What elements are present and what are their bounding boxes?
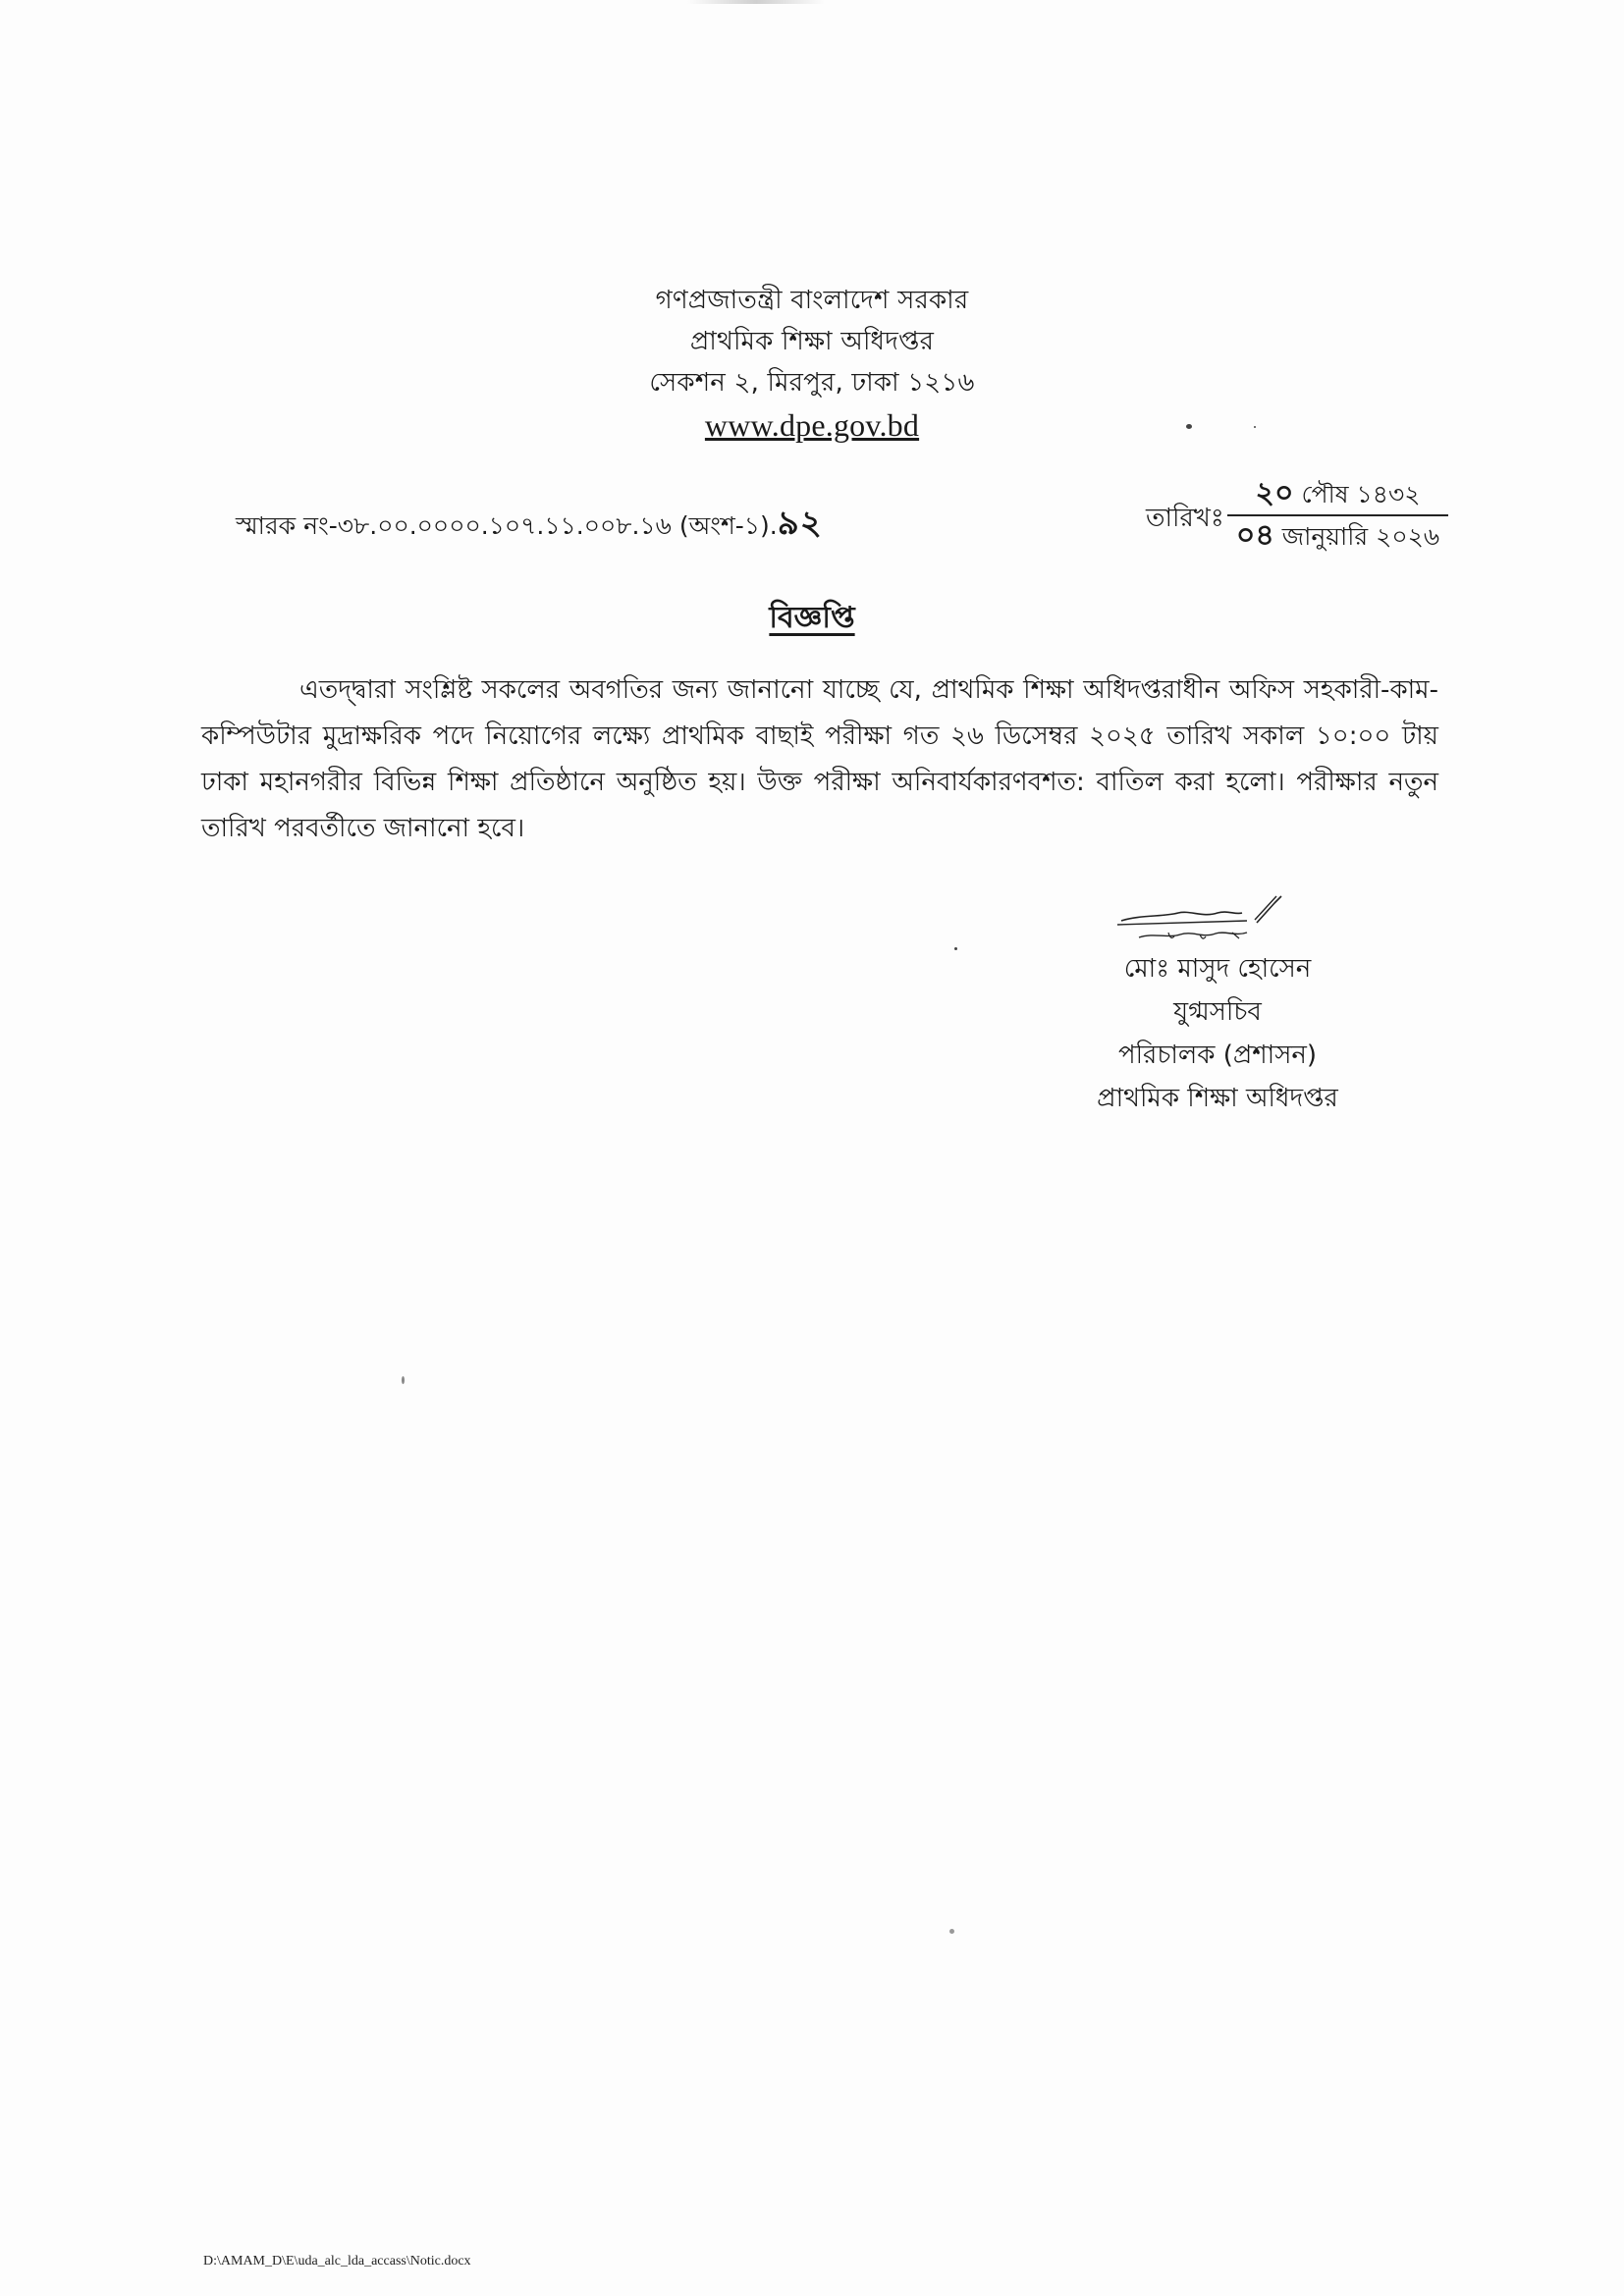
government-name: গণপ্রজাতন্ত্রী বাংলাদেশ সরকার: [655, 286, 969, 315]
notice-body: এতদ্দ্বারা সংশ্লিষ্ট সকলের অবগতির জন্য জানানো যাচ্ছে যে, প্রাথমিক শিক্ষা অধিদপ্তরাধীন অফিস সহকারী-কাম-কম্পিউটার মুদ্রাক্ষরিক পদে নিয়োগের লক্ষ্যে প্রাথমিক বাছাই পরীক্ষা গত ২৬ ডিসেম্বর ২০২৫ তারিখ সকাল ১০:০০ টায় ঢাকা মহানগরীর বিভিন্ন শিক্ষা প্রতিষ্ঠানে অনুষ্ঠিত হয়। উক্ত পরীক্ষা অনিবার্যকারণবশত: বাতিল করা হলো। পরীক্ষার নতুন তারিখ পরবর্তীতে জানানো হবে।: [201, 675, 1438, 843]
bangla-date-day: ২০: [1255, 476, 1294, 510]
english-date-day: ০৪: [1235, 518, 1274, 553]
signature-block: [1041, 947, 1394, 1120]
scan-speck: [954, 947, 957, 950]
scan-speck: [1254, 426, 1256, 428]
department-name: প্রাথমিক শিক্ষা অধিদপ্তর: [689, 327, 935, 356]
letterhead: [0, 280, 1624, 447]
memo-number-text: স্মারক নং-৩৮.০০.০০০০.১০৭.১১.০০৮.১৬ (অংশ-১).: [236, 511, 778, 540]
signatory-designation: যুগ্মসচিব: [1173, 997, 1262, 1027]
signatory-office: প্রাথমিক শিক্ষা অধিদপ্তর: [1097, 1084, 1338, 1113]
date-block: [1227, 476, 1448, 555]
memo-number: [236, 498, 823, 554]
scan-speck: [1186, 424, 1192, 429]
signatory-role: পরিচালক (প্রশাসন): [1117, 1041, 1318, 1070]
notice-title-text: বিজ্ঞপ্তি: [769, 601, 855, 635]
footer-file-path: D:\AMAM_D\E\uda_alc_lda_accass\Notic.docx: [203, 2254, 471, 2269]
english-date-month-year: জানুয়ারি ২০২৬: [1281, 522, 1440, 551]
notice-title: [0, 594, 1624, 644]
bangla-date: [1227, 476, 1448, 516]
scan-speck: [949, 1929, 954, 1934]
signatory-name: মোঃ মাসুদ হোসেন: [1123, 954, 1312, 984]
department-address: সেকশন ২, মিরপুর, ঢাকা ১২১৬: [649, 368, 975, 398]
signature-icon: [1110, 864, 1345, 952]
memo-handwritten-number: ৯২: [777, 504, 823, 543]
scan-artifact: [687, 0, 825, 4]
english-date: [1227, 516, 1448, 555]
scan-speck: [402, 1376, 405, 1384]
website-link[interactable]: www.dpe.gov.bd: [704, 407, 920, 443]
date-label: তারিখঃ: [1146, 504, 1224, 533]
bangla-date-month-year: পৌষ ১৪৩২: [1301, 480, 1421, 508]
